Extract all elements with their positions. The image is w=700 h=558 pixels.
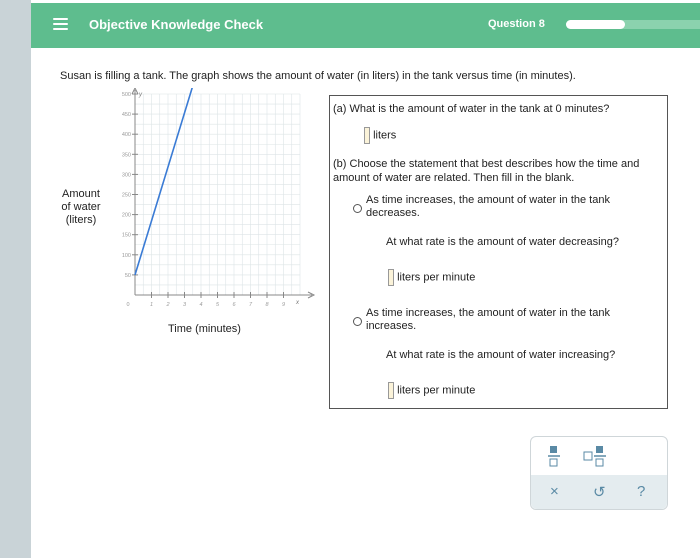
y-tick-label: 250 (121, 192, 131, 199)
x-tick-label: 1 (149, 302, 154, 308)
x-tick-label: 9 (281, 302, 286, 308)
clear-icon[interactable]: × (550, 483, 559, 500)
app-title: Objective Knowledge Check (89, 17, 264, 32)
increase-rate-question: At what rate is the amount of water increasing? (386, 349, 616, 361)
answer-toolbox (530, 436, 668, 510)
option-increases-text[interactable]: As time increases, the amount of water in the tank increases. (366, 307, 610, 332)
y-tick-label: 500 (121, 92, 131, 98)
x-tick-label: 8 (265, 302, 269, 308)
fraction-icon[interactable] (547, 445, 561, 467)
part-b-question: (b) Choose the statement that best describes how the time and amount of water are related. Then fill in the blank. (333, 158, 640, 184)
menu-icon[interactable] (53, 18, 68, 33)
top-bar (31, 3, 700, 48)
option-increases-radio[interactable] (353, 317, 362, 326)
increase-rate-answer (388, 382, 475, 399)
mixed-number-icon[interactable] (583, 445, 607, 467)
x-tick-label: 2 (166, 302, 170, 308)
origin-label: 0 (126, 302, 130, 308)
x-axis-label: Time (minutes) (168, 323, 241, 335)
option-decreases-radio[interactable] (353, 204, 362, 213)
y-tick-label: 300 (121, 172, 131, 179)
decrease-rate-question: At what rate is the amount of water decreasing? (386, 236, 619, 248)
part-a-input[interactable] (364, 127, 370, 144)
part-a-question: (a) What is the amount of water in the tank at 0 minutes? (333, 103, 610, 115)
y-tick-label: 450 (121, 112, 131, 119)
problem-prompt: Susan is filling a tank. The graph shows the amount of water (in liters) in the tank versus time (in minutes). (60, 70, 576, 82)
toolbox-actions (531, 475, 667, 509)
part-a-answer (364, 127, 396, 144)
y-tick-label: 150 (121, 232, 131, 239)
y-axis-symbol: y (139, 92, 142, 98)
y-tick-label: 50 (124, 272, 131, 279)
y-tick-label: 400 (121, 132, 131, 139)
x-tick-label: 5 (215, 302, 220, 308)
decrease-rate-input[interactable] (388, 269, 394, 286)
y-tick-label: 100 (121, 252, 131, 259)
x-tick-label: 6 (232, 302, 236, 308)
x-tick-label: 7 (248, 302, 253, 308)
y-tick-label: 200 (121, 212, 131, 219)
question-box (329, 95, 668, 409)
y-axis-label-line: (liters) (65, 214, 97, 226)
x-axis-symbol: x (296, 300, 299, 306)
progress-fill (566, 20, 625, 29)
question-label: Question 8 (488, 18, 545, 30)
increase-rate-unit: liters per minute (397, 384, 476, 397)
option-decreases-text[interactable]: As time increases, the amount of water in the tank decreases. (366, 194, 610, 219)
y-tick-label: 350 (121, 152, 131, 159)
y-axis-label-line: Amount (62, 188, 100, 200)
x-tick-label: 3 (182, 302, 187, 308)
increase-rate-input[interactable] (388, 382, 394, 399)
decrease-rate-unit: liters per minute (397, 271, 476, 284)
decrease-rate-answer (388, 269, 475, 286)
progress-bar (566, 20, 700, 29)
y-axis-label-line: of water (61, 201, 101, 213)
help-icon[interactable]: ? (637, 483, 646, 500)
part-a-unit: liters (373, 129, 397, 142)
data-line (135, 88, 193, 275)
undo-icon[interactable]: ↺ (593, 484, 606, 501)
x-tick-label: 4 (199, 302, 203, 308)
y-axis-label (60, 188, 102, 227)
